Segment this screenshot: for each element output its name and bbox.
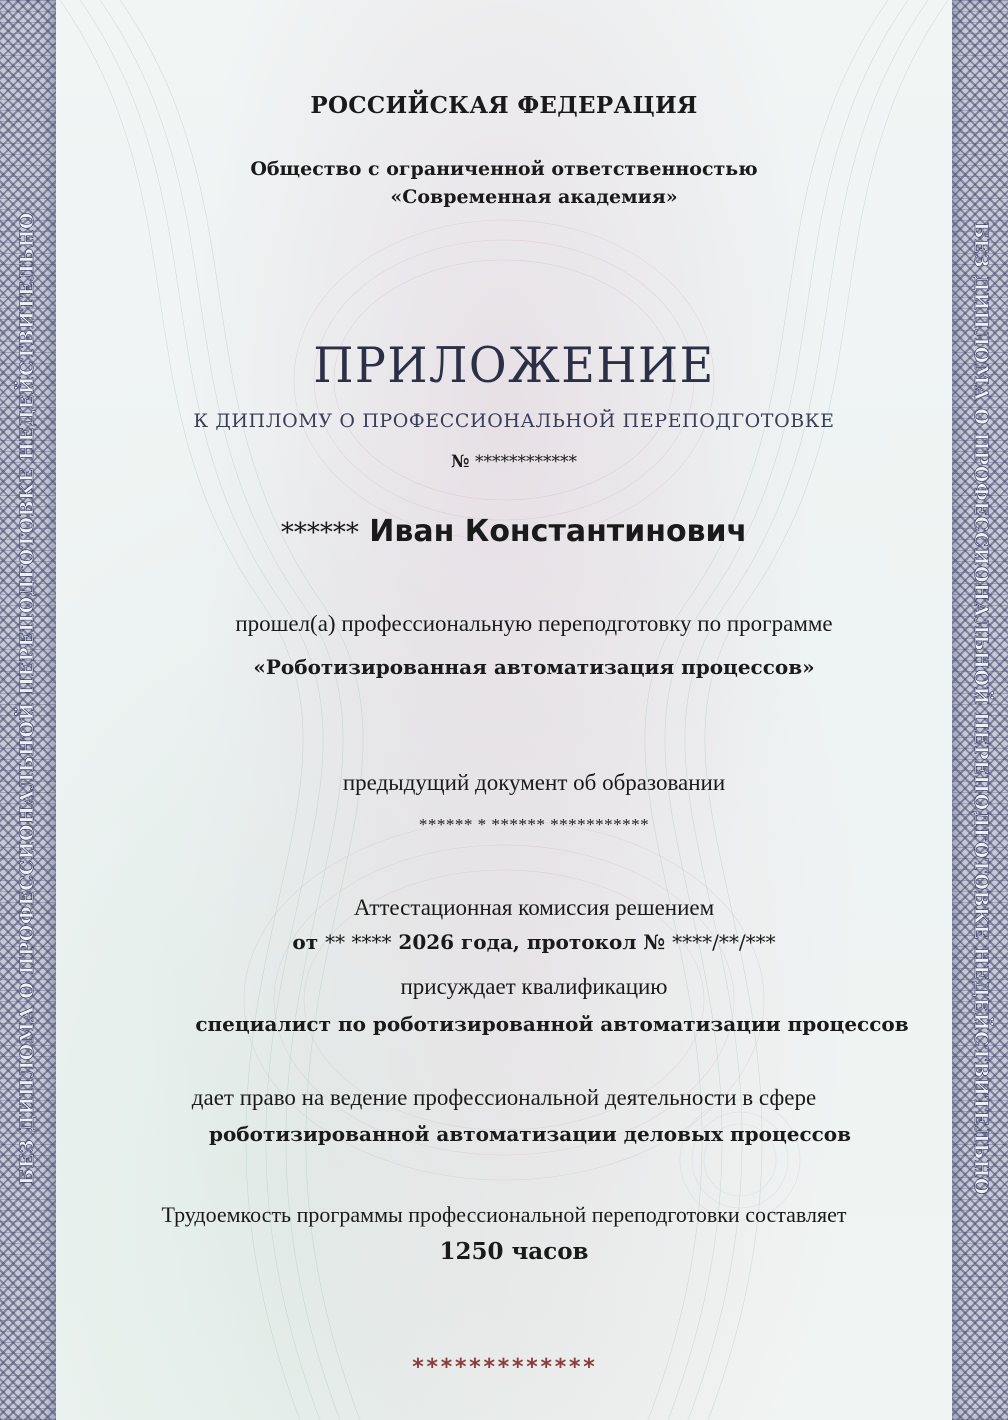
- awards-qualification-label: присуждает квалификацию: [400, 974, 668, 999]
- organization-type: Общество с ограниченной ответственностью: [250, 158, 758, 180]
- document-content: [56, 0, 952, 1420]
- document-title: ПРИЛОЖЕНИЕ: [313, 336, 715, 394]
- program-name: «Роботизированная автоматизация процессов»: [253, 655, 815, 679]
- rights-label: дает право на ведение профессиональной деятельности в сфере: [191, 1085, 817, 1110]
- program-intro: прошел(а) профессиональную переподготовку по программе: [235, 611, 833, 636]
- workload-label: Трудоемкость программы профессиональной переподготовки составляет: [161, 1202, 847, 1227]
- right-border-text: БЕЗ ДИПЛОМА О ПРОФЕССИОНАЛЬНОЙ ПЕРЕПОДГОТОВКЕ НЕДЕЙСТВИТЕЛЬНО: [970, 222, 992, 1195]
- decision-date-protocol: [86, 930, 982, 954]
- country-heading: РОССИЙСКАЯ ФЕДЕРАЦИЯ: [310, 92, 698, 119]
- qualification-name: специалист по роботизированной автоматизации процессов: [195, 1012, 909, 1036]
- document-number: [66, 452, 962, 472]
- decision-from: от: [292, 930, 319, 954]
- decision-date-rest: 2026 года, протокол №: [398, 930, 666, 954]
- document-subtitle: К ДИПЛОМУ О ПРОФЕССИОНАЛЬНОЙ ПЕРЕПОДГОТОВКЕ: [193, 410, 835, 432]
- holder-given-names: Иван Константинович: [369, 514, 748, 549]
- workload-hours: 1250 часов: [439, 1238, 589, 1265]
- previous-document-value: ****** * ****** ***********: [418, 815, 650, 834]
- commission-decision-label: Аттестационная комиссия решением: [353, 895, 715, 920]
- serial-number: *************: [411, 1355, 597, 1380]
- number-sign: №: [451, 452, 470, 472]
- rights-sphere: роботизированной автоматизации деловых процессов: [208, 1122, 852, 1146]
- left-border-text: БЕЗ ДИПЛОМА О ПРОФЕССИОНАЛЬНОЙ ПЕРЕПОДГОТОВКЕ НЕДЕЙСТВИТЕЛЬНО: [16, 212, 38, 1185]
- holder-surname: ******: [280, 518, 359, 548]
- holder-name: [66, 514, 962, 549]
- organization-name: «Современная академия»: [390, 186, 678, 208]
- previous-document-label: предыдущий документ об образовании: [342, 770, 726, 795]
- decision-date-masked: ** ****: [325, 930, 392, 954]
- protocol-number: ****/**/***: [672, 930, 776, 954]
- number-value: ************: [474, 452, 577, 472]
